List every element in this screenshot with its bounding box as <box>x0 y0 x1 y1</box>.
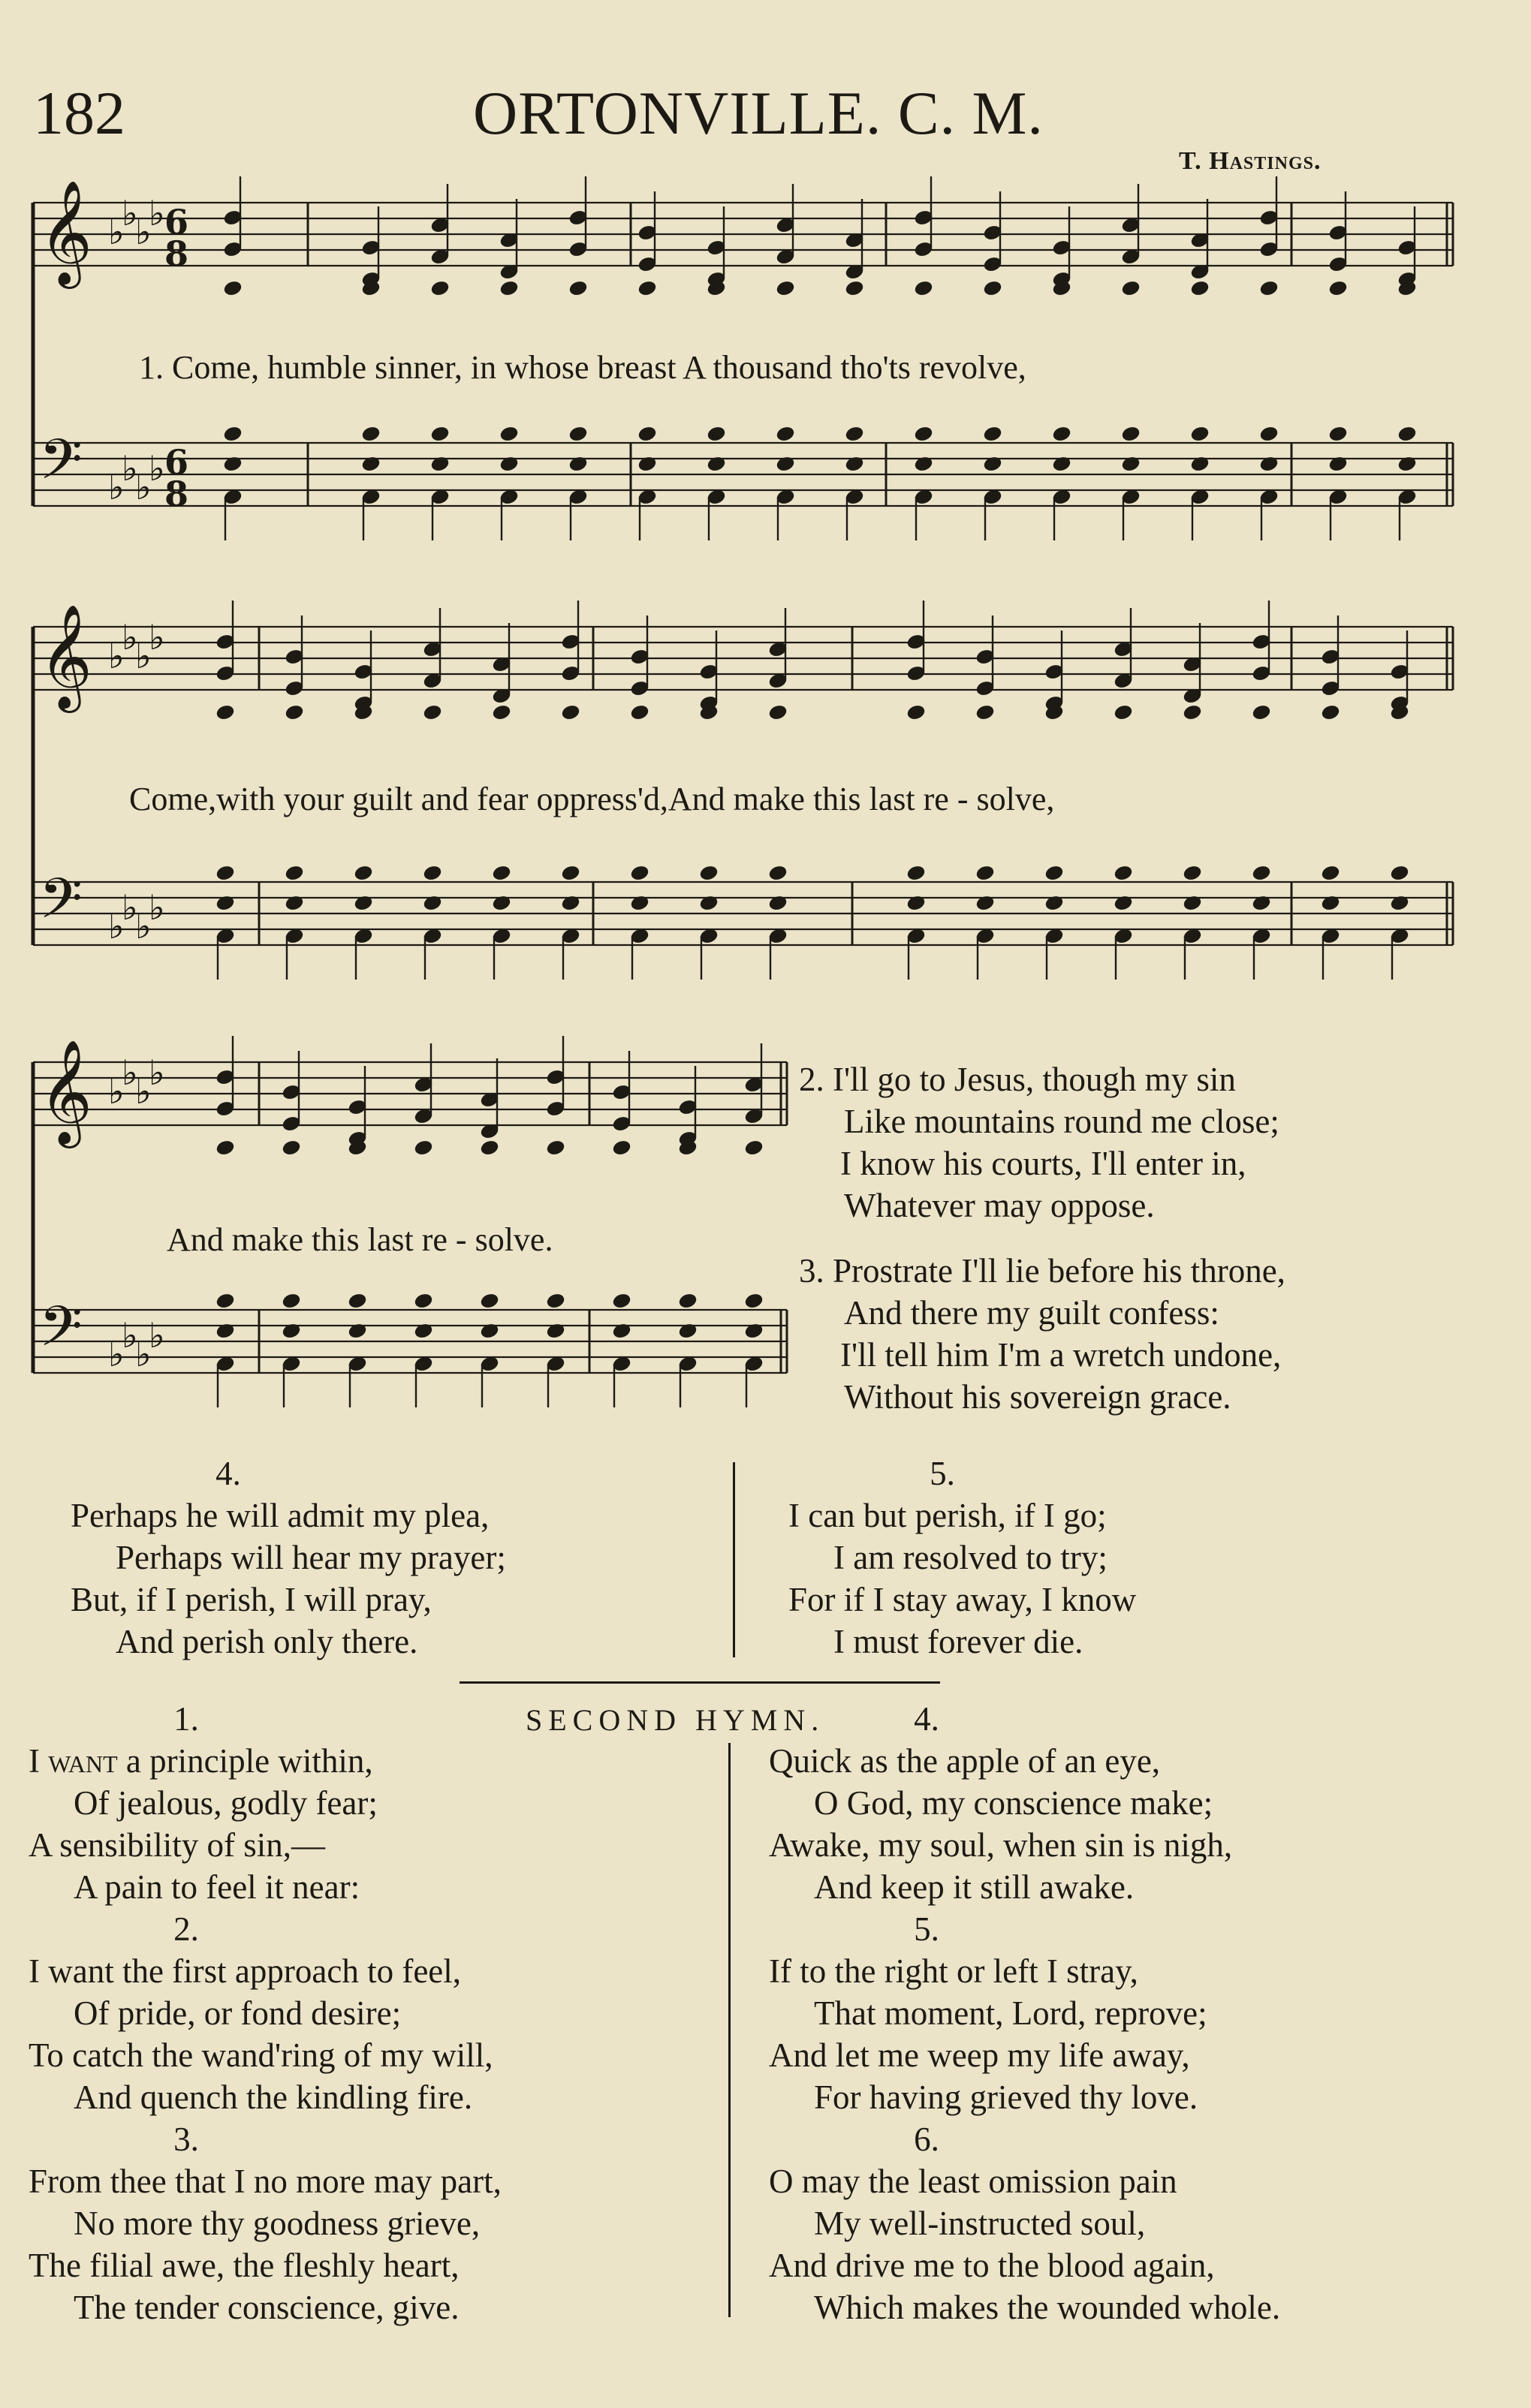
svg-text:♭: ♭ <box>149 448 165 489</box>
svg-text:♭: ♭ <box>149 887 165 928</box>
svg-text:♭: ♭ <box>122 193 138 233</box>
verse-number: 6. <box>914 2121 939 2158</box>
page-number: 182 <box>33 79 125 147</box>
verse-line: I must forever die. <box>833 1623 1083 1660</box>
verse-line: Like mountains round me close; <box>844 1103 1279 1140</box>
section-rule <box>460 1681 940 1684</box>
tune-title: ORTONVILLE. C. M. <box>473 79 1044 147</box>
verse-line: O God, my conscience make; <box>814 1784 1213 1822</box>
svg-text:8: 8 <box>164 474 189 514</box>
verse-line: Without his sovereign grace. <box>844 1378 1231 1416</box>
verse-line: But, if I perish, I will pray, <box>71 1581 432 1618</box>
verse-line: A sensibility of sin,— <box>29 1826 326 1864</box>
first-words: I want <box>29 1742 118 1780</box>
svg-text:♭: ♭ <box>149 1052 165 1093</box>
svg-text:6: 6 <box>164 442 189 483</box>
svg-text:♭: ♭ <box>135 906 152 947</box>
verse-number: 4. <box>914 1700 939 1738</box>
verse-line: I'll tell him I'm a wretch undone, <box>840 1336 1282 1374</box>
verse-number: 2. <box>173 1910 199 1948</box>
verse-line: Which makes the wounded whole. <box>814 2289 1281 2326</box>
verse-line: For having grieved thy love. <box>814 2078 1198 2116</box>
svg-text:♭: ♭ <box>108 1071 125 1112</box>
verse-line: I know his courts, I'll enter in, <box>840 1145 1246 1182</box>
svg-text:♭: ♭ <box>135 636 152 676</box>
verse-line: To catch the wand'ring of my will, <box>29 2036 493 2074</box>
verse-line: No more thy goodness grieve, <box>74 2205 481 2242</box>
verse-line: For if I stay away, I know <box>788 1581 1137 1618</box>
verse-number: 3. <box>173 2121 199 2158</box>
verse-line: Of jealous, godly fear; <box>74 1784 378 1822</box>
svg-text:♭: ♭ <box>149 193 165 233</box>
verse-line: Of pride, or fond desire; <box>74 1994 402 2032</box>
svg-text:♭: ♭ <box>149 1315 165 1356</box>
lyric-line-2: Come,with your guilt and fear oppress'd,And make this last re - solve, <box>129 781 1055 817</box>
svg-text:𝄢: 𝄢 <box>39 866 83 945</box>
verse-line: The filial awe, the fleshly heart, <box>29 2247 460 2284</box>
svg-text:♭: ♭ <box>108 636 125 676</box>
svg-text:♭: ♭ <box>135 1071 152 1112</box>
svg-text:♭: ♭ <box>108 906 125 947</box>
svg-text:♭: ♭ <box>149 617 165 658</box>
svg-text:𝄢: 𝄢 <box>39 427 83 506</box>
verse-number: 1. <box>173 1700 199 1738</box>
lyric-line-3: And make this last re - solve. <box>167 1221 553 1258</box>
verse-line: Awake, my soul, when sin is nigh, <box>769 1826 1233 1864</box>
verse-5 <box>788 1452 1464 1663</box>
verse-line: From thee that I no more may part, <box>29 2163 502 2200</box>
verse-line: And perish only there. <box>116 1623 418 1660</box>
verse-line: The tender conscience, give. <box>74 2289 460 2326</box>
verse-number: 5. <box>914 1910 939 1948</box>
svg-text:♭: ♭ <box>122 1052 138 1093</box>
verse-3 <box>799 1250 1285 1418</box>
lyric-line-1: 1. Come, humble sinner, in whose breast A thousand tho'ts revolve, <box>139 349 1026 386</box>
composer-credit: T. Hastings. <box>1179 147 1322 175</box>
second-hymn-right-column <box>769 1698 1490 2328</box>
verse-line: 2. I'll go to Jesus, though my sin <box>799 1061 1236 1098</box>
verse-line: 3. Prostrate I'll lie before his throne, <box>799 1252 1285 1290</box>
svg-text:♭: ♭ <box>108 212 125 252</box>
svg-text:♭: ♭ <box>108 467 125 507</box>
svg-text:♭: ♭ <box>122 887 138 928</box>
verse-line: O may the least omission pain <box>769 2163 1177 2200</box>
verse-line: That moment, Lord, reprove; <box>814 1994 1207 2032</box>
svg-text:6: 6 <box>164 202 189 242</box>
verse-4 <box>71 1452 716 1663</box>
svg-text:♭: ♭ <box>135 467 152 507</box>
verse-line: I want a principle within, <box>29 1742 373 1780</box>
verse-line: Perhaps he will admit my plea, <box>71 1497 490 1534</box>
verse-line: I want the first approach to feel, <box>29 1952 462 1990</box>
svg-text:♭: ♭ <box>122 448 138 489</box>
verse-number: 5. <box>930 1455 955 1492</box>
verse-line: A pain to feel it near: <box>74 1868 360 1906</box>
second-hymn-title: SECOND HYMN. <box>526 1703 825 1737</box>
svg-text:♭: ♭ <box>108 1334 125 1374</box>
verse-number: 4. <box>215 1455 241 1492</box>
second-hymn-left-column <box>29 1698 704 2328</box>
verse-line: If to the right or left I stray, <box>769 1952 1138 1990</box>
svg-text:𝄞: 𝄞 <box>39 604 92 709</box>
svg-text:𝄢: 𝄢 <box>39 1294 83 1373</box>
svg-text:♭: ♭ <box>122 1315 138 1356</box>
svg-text:𝄞: 𝄞 <box>39 180 92 284</box>
column-divider <box>728 1743 731 2317</box>
verse-line: And let me weep my life away, <box>769 2036 1190 2074</box>
verse-2 <box>799 1058 1279 1227</box>
column-divider <box>733 1462 735 1657</box>
verse-line: And drive me to the blood again, <box>769 2247 1215 2284</box>
verse-line: I am resolved to try; <box>833 1539 1108 1576</box>
verse-line: Whatever may oppose. <box>844 1187 1155 1224</box>
svg-text:♭: ♭ <box>135 1334 152 1374</box>
verse-line: And keep it still awake. <box>814 1868 1135 1906</box>
svg-text:♭: ♭ <box>122 617 138 658</box>
verse-line: And quench the kindling fire. <box>74 2078 473 2116</box>
verse-line: Quick as the apple of an eye, <box>769 1742 1161 1780</box>
verse-line: I can but perish, if I go; <box>788 1497 1107 1534</box>
verse-line: And there my guilt confess: <box>844 1294 1219 1332</box>
verse-line: My well-instructed soul, <box>814 2205 1146 2242</box>
svg-text:𝄞: 𝄞 <box>39 1040 92 1144</box>
svg-text:♭: ♭ <box>135 212 152 252</box>
verse-line: Perhaps will hear my prayer; <box>116 1539 506 1576</box>
svg-text:8: 8 <box>164 233 189 274</box>
